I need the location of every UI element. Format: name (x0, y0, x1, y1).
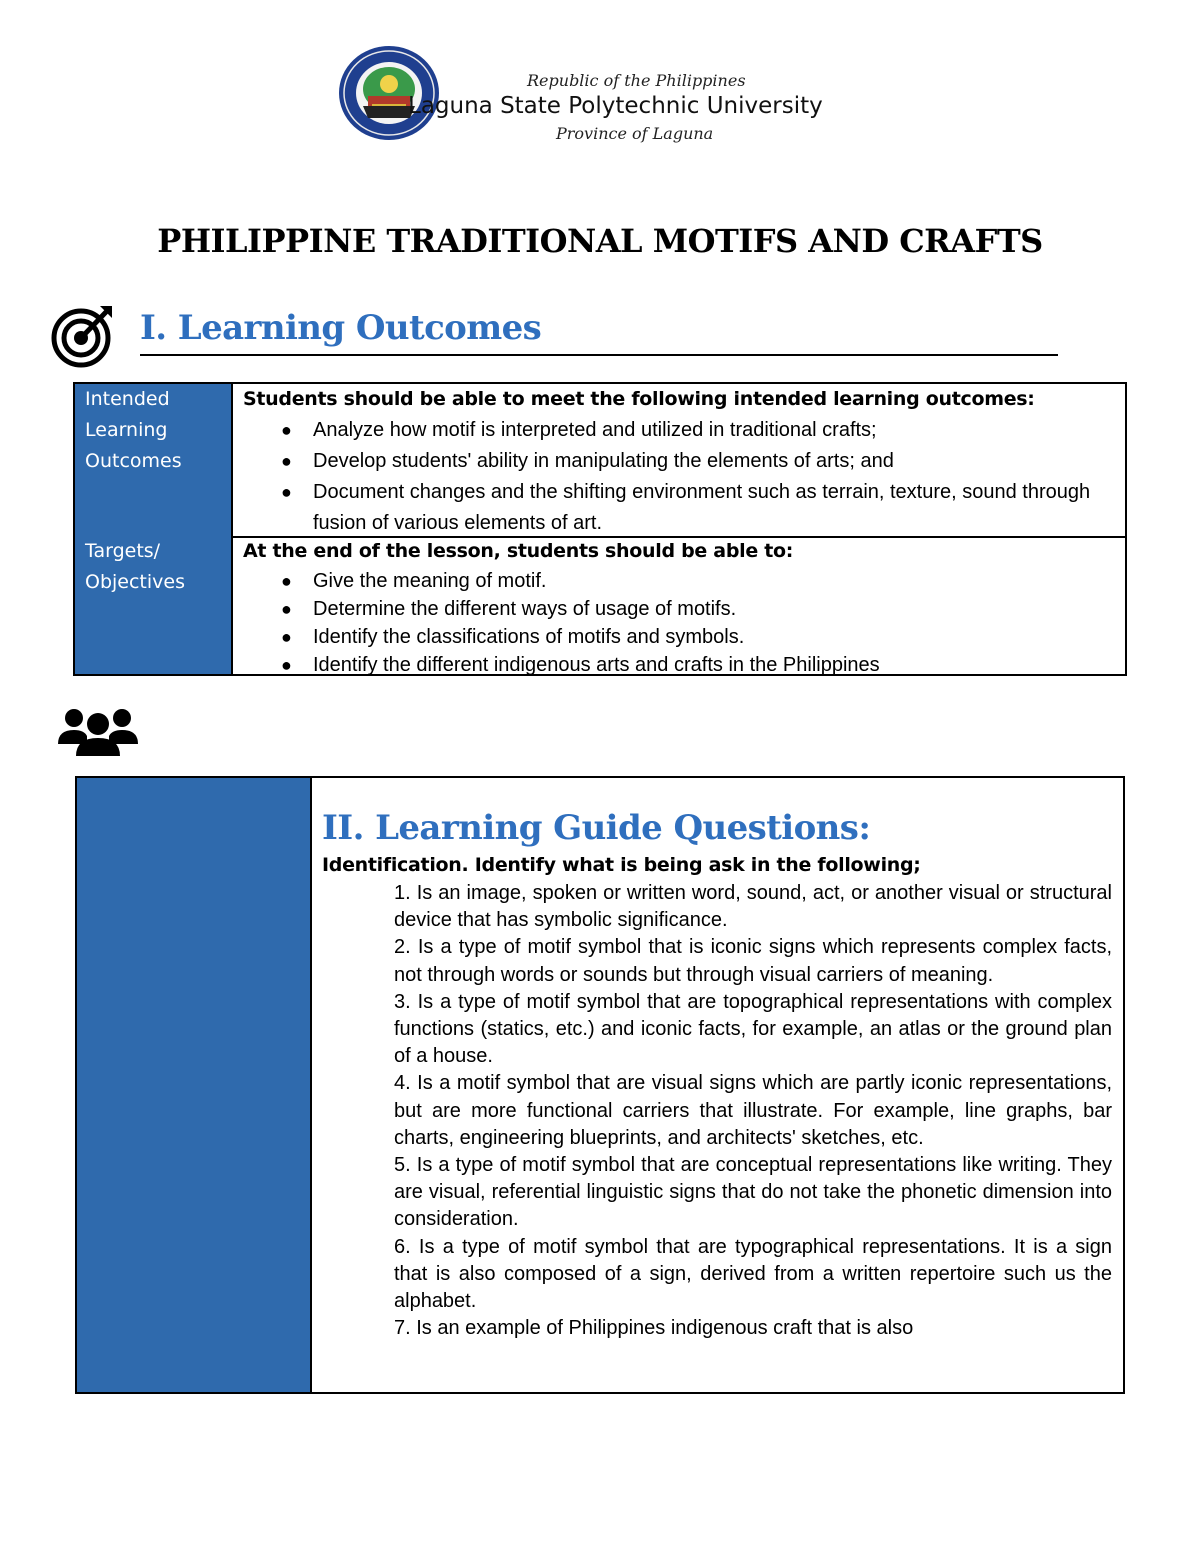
identification-instructions: Identification. Identify what is being ask in the following; (322, 854, 921, 876)
list-item-text: Identify the classifications of motifs and symbols. (313, 626, 745, 648)
bullet-icon: ● (281, 451, 292, 471)
section1-divider (140, 354, 1058, 356)
list-item-text: Document changes and the shifting environment such as terrain, texture, sound through fusion of various elements of art. (313, 481, 1091, 534)
question-item: 1. Is an image, spoken or written word, sound, act, or another visual or structural device that has symbolic significance. (394, 882, 1112, 932)
row-lead-text: Students should be able to meet the following intended learning outcomes: (243, 388, 1035, 410)
question-item: 4. Is a motif symbol that are visual signs which are partly iconic representations, but are more functional carriers that illustrate. For example, line graphs, bar charts, engineering blueprints, and architects' sketches, etc. (394, 1072, 1112, 1149)
list-item (243, 415, 1125, 446)
bullet-icon: ● (281, 571, 292, 591)
republic-line: Republic of the Philippines (527, 71, 746, 90)
bullet-icon: ● (281, 655, 292, 675)
list-item (243, 623, 1125, 651)
row-content (233, 384, 1125, 536)
document-title: PHILIPPINE TRADITIONAL MOTIFS AND CRAFTS (157, 222, 1043, 260)
bullet-icon: ● (281, 599, 292, 619)
list-item (243, 595, 1125, 623)
list-item (243, 567, 1125, 595)
list-item-text: Analyze how motif is interpreted and utilized in traditional crafts; (313, 419, 877, 441)
list-item (243, 477, 1125, 539)
list-item-text: Determine the different ways of usage of motifs. (313, 598, 737, 620)
row-label-line: Learning (85, 419, 168, 441)
list-item (243, 651, 1125, 679)
bullet-icon: ● (281, 627, 292, 647)
document-header (0, 0, 1200, 160)
row-label-line: Objectives (85, 571, 185, 593)
guide-side-panel (77, 778, 312, 1392)
list-item (243, 446, 1125, 477)
outcomes-list (243, 415, 1125, 539)
list-item-text: Give the meaning of motif. (313, 570, 547, 592)
learning-guide-box (75, 776, 1125, 1394)
questions-list (394, 880, 1112, 1342)
row-label-intended-learning-outcomes (75, 384, 233, 536)
learning-outcomes-table (73, 382, 1127, 676)
question-item: 5. Is a type of motif symbol that are conceptual representations like writing. They are visual, referential linguistic signs that do not take the phonetic dimension into consideration. (394, 1154, 1112, 1231)
question-item: 6. Is a type of motif symbol that are typographical representations. It is a sign that is also composed of a sign, derived from a written repertoire such us the alphabet. (394, 1235, 1112, 1313)
table-row (75, 536, 1125, 674)
row-label-line: Outcomes (85, 450, 182, 472)
question-item: 7. Is an example of Philippines indigenous craft that is also (394, 1317, 914, 1340)
people-group-icon (58, 704, 138, 756)
section1-title: I. Learning Outcomes (140, 308, 542, 348)
section2-title: II. Learning Guide Questions: (322, 808, 871, 848)
question-item: 2. Is a type of motif symbol that is iconic signs which represents complex facts, not through words or sounds but through visual carriers of meaning. (394, 936, 1112, 986)
province-line: Province of Laguna (556, 124, 714, 143)
bullet-icon: ● (281, 482, 292, 502)
row-label-line: Intended (85, 388, 170, 410)
university-name: Laguna State Polytechnic University (408, 93, 823, 119)
bullet-icon: ● (281, 420, 292, 440)
guide-content (312, 778, 1123, 1392)
objectives-list (243, 567, 1125, 679)
target-icon (50, 302, 116, 368)
row-content (233, 536, 1125, 674)
list-item-text: Identify the different indigenous arts and crafts in the Philippines (313, 654, 880, 676)
table-row (75, 384, 1125, 538)
row-label-targets-objectives (75, 536, 233, 674)
question-item: 3. Is a type of motif symbol that are topographical representations with complex functions (statics, etc.) and iconic facts, for example, an atlas or the ground plan of a house. (394, 990, 1112, 1068)
row-label-line: Targets/ (85, 540, 161, 562)
row-lead-text: At the end of the lesson, students should be able to: (243, 540, 794, 562)
list-item-text: Develop students' ability in manipulating the elements of arts; and (313, 450, 894, 472)
